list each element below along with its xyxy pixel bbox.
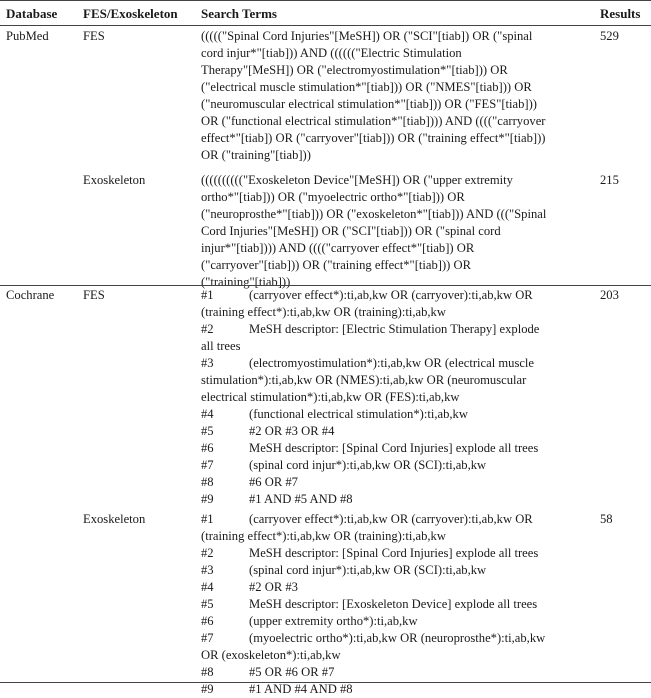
step-number: #4 — [201, 407, 214, 421]
search-term-line: injur*"[tiab]))) AND (((("carryover effect*"[tiab]) OR — [201, 241, 475, 255]
cochrane-exo-result: 58 — [600, 512, 613, 526]
pubmed-fes-result: 529 — [600, 29, 619, 43]
step-number: #5 — [201, 424, 214, 438]
search-step — [201, 457, 539, 474]
step-text: MeSH descriptor: [Electric Stimulation Therapy] explode — [249, 322, 540, 336]
step-text: (functional electrical stimulation*):ti,ab,kw — [249, 407, 468, 421]
search-term-line: cord injur*"[tiab])) AND (((((("Electric Stimulation — [201, 46, 462, 60]
search-step — [201, 545, 545, 562]
search-term-line: ("training"[tiab])) — [201, 275, 291, 289]
step-number: #3 — [201, 356, 214, 370]
step-text: MeSH descriptor: [Exoskeleton Device] explode all trees — [249, 597, 538, 611]
search-step — [201, 406, 539, 423]
search-term-line: OR ("functional electrical stimulation*"[tiab]))) AND (((("carryover — [201, 114, 546, 128]
pubmed-exo-search-terms — [201, 172, 546, 291]
step-number: #3 — [201, 563, 214, 577]
cochrane-fes-result: 203 — [600, 288, 619, 302]
cochrane-fes-search-steps — [201, 287, 539, 508]
search-term-line: ortho*"[tiab])) OR ("myoelectric ortho*"[tiab])) OR — [201, 190, 465, 204]
section-divider — [0, 285, 651, 286]
search-term-line: Cord Injuries"[MeSH]) OR ("SCI"[tiab])) OR ("spinal cord — [201, 224, 501, 238]
table-bottom-rule — [0, 682, 651, 683]
step-number: #5 — [201, 597, 214, 611]
search-step — [201, 681, 545, 698]
step-text: (upper extremity ortho*):ti,ab,kw — [249, 614, 418, 628]
pubmed-exo-label: Exoskeleton — [83, 173, 146, 187]
step-text: #2 OR #3 OR #4 — [249, 424, 335, 438]
search-step — [201, 491, 539, 508]
step-text: #2 OR #3 — [249, 580, 298, 594]
cochrane-exo-label: Exoskeleton — [83, 512, 146, 526]
step-text: #6 OR #7 — [249, 475, 298, 489]
step-number: #9 — [201, 682, 214, 696]
step-number: #7 — [201, 631, 214, 645]
pubmed-fes-search-terms — [201, 28, 545, 164]
search-term-line: ("neuromuscular electrical stimulation*"[tiab])) OR ("FES"[tiab])) — [201, 97, 538, 111]
step-number: #8 — [201, 475, 214, 489]
table-header-row — [0, 0, 651, 26]
search-term-line: ((((("Spinal Cord Injuries"[MeSH]) OR ("SCI"[tiab]) OR ("spinal — [201, 29, 533, 43]
search-term-line: Therapy"[MeSH]) OR ("electromyostimulation*"[tiab])) OR — [201, 63, 508, 77]
pubmed-exo-result: 215 — [600, 173, 619, 187]
step-number: #8 — [201, 665, 214, 679]
cochrane-exo-search-steps — [201, 511, 545, 698]
search-term-line: effect*"[tiab]) OR ("carryover"[tiab])) OR ("training effect*"[tiab])) — [201, 131, 546, 145]
cochrane-fes-label: FES — [83, 288, 105, 302]
step-text: (spinal cord injur*):ti,ab,kw OR (SCI):ti,ab,kw — [249, 458, 487, 472]
search-step — [201, 579, 545, 596]
search-term-line: ("electrical muscle stimulation*"[tiab])) OR ("NMES"[tiab])) OR — [201, 80, 532, 94]
step-text: (electromyostimulation*):ti,ab,kw OR (electrical muscle — [249, 356, 535, 370]
step-text: (carryover effect*):ti,ab,kw OR (carryover):ti,ab,kw OR — [249, 512, 533, 526]
step-number: #6 — [201, 441, 214, 455]
step-text: MeSH descriptor: [Spinal Cord Injuries] explode all trees — [249, 441, 539, 455]
step-continuation: electrical stimulation*):ti,ab,kw OR (FES):ti,ab,kw — [201, 390, 460, 404]
header-database: Database — [6, 6, 58, 21]
pubmed-fes-label: FES — [83, 29, 105, 43]
step-number: #4 — [201, 580, 214, 594]
step-text: #1 AND #5 AND #8 — [249, 492, 353, 506]
search-step — [201, 321, 539, 338]
step-text: (spinal cord injur*):ti,ab,kw OR (SCI):ti,ab,kw — [249, 563, 487, 577]
search-step — [201, 664, 545, 681]
step-text: (carryover effect*):ti,ab,kw OR (carryover):ti,ab,kw OR — [249, 288, 533, 302]
step-continuation: OR (exoskeleton*):ti,ab,kw — [201, 648, 341, 662]
header-fes-exoskeleton: FES/Exoskeleton — [83, 6, 178, 21]
search-step — [201, 474, 539, 491]
header-results: Results — [600, 6, 641, 21]
db-pubmed: PubMed — [6, 29, 49, 43]
search-step — [201, 613, 545, 630]
step-number: #2 — [201, 546, 214, 560]
step-number: #6 — [201, 614, 214, 628]
search-step — [201, 630, 545, 647]
search-term-line: ("neuroprosthe*"[tiab])) OR ("exoskeleton*"[tiab])) AND ((("Spinal — [201, 207, 547, 221]
search-term-line: (((((((((("Exoskeleton Device"[MeSH]) OR ("upper extremity — [201, 173, 513, 187]
search-step — [201, 440, 539, 457]
step-continuation: stimulation*):ti,ab,kw OR (NMES):ti,ab,kw OR (neuromuscular — [201, 373, 527, 387]
search-step — [201, 423, 539, 440]
step-text: (myoelectric ortho*):ti,ab,kw OR (neuroprosthe*):ti,ab,kw — [249, 631, 546, 645]
search-step — [201, 596, 545, 613]
db-cochrane: Cochrane — [6, 288, 55, 302]
step-number: #9 — [201, 492, 214, 506]
search-step — [201, 511, 545, 528]
step-continuation: (training effect*):ti,ab,kw OR (training):ti,ab,kw — [201, 305, 446, 319]
step-text: #1 AND #4 AND #8 — [249, 682, 353, 696]
search-step — [201, 355, 539, 372]
header-search-terms: Search Terms — [201, 6, 277, 21]
step-number: #7 — [201, 458, 214, 472]
step-number: #1 — [201, 512, 214, 526]
search-step — [201, 562, 545, 579]
search-step — [201, 287, 539, 304]
step-continuation: (training effect*):ti,ab,kw OR (training):ti,ab,kw — [201, 529, 446, 543]
step-number: #2 — [201, 322, 214, 336]
step-number: #1 — [201, 288, 214, 302]
search-term-line: ("carryover"[tiab])) OR ("training effect*"[tiab])) OR — [201, 258, 471, 272]
search-term-line: OR ("training"[tiab])) — [201, 148, 311, 162]
step-text: #5 OR #6 OR #7 — [249, 665, 335, 679]
step-continuation: all trees — [201, 339, 241, 353]
step-text: MeSH descriptor: [Spinal Cord Injuries] explode all trees — [249, 546, 539, 560]
